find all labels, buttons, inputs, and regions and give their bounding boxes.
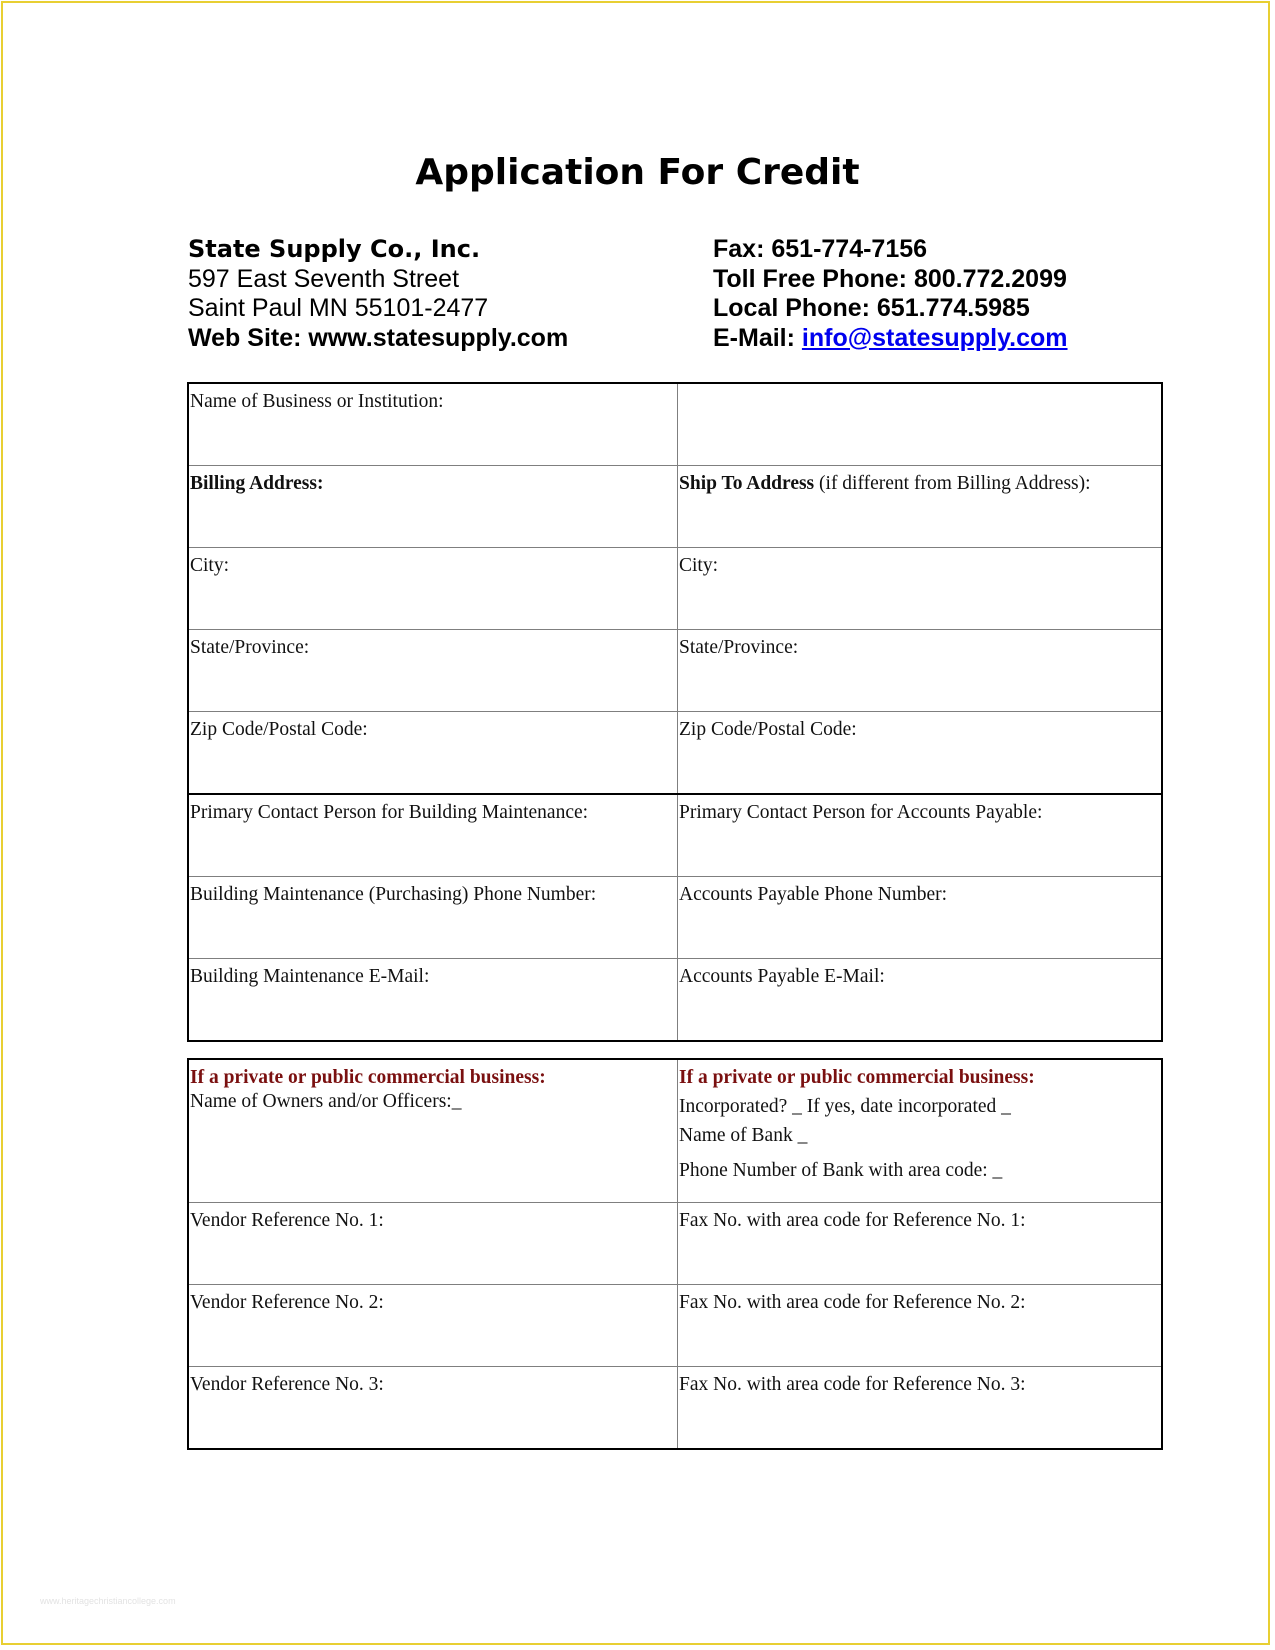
email-link[interactable]: info@statesupply.com — [801, 323, 1068, 352]
billing-state-label: State/Province: — [190, 637, 310, 658]
fax-ref-2-field[interactable] — [678, 1285, 1163, 1367]
billing-city-label: City: — [190, 555, 230, 576]
tollfree-label: Toll Free Phone: — [713, 264, 914, 293]
table-row — [188, 1367, 1162, 1450]
website-text: www.statesupply.com — [308, 323, 569, 352]
maintenance-contact-label: Primary Contact Person for Building Maintenance: — [190, 802, 589, 823]
business-info-table — [187, 382, 1163, 1042]
email-label: E-Mail: — [713, 323, 802, 352]
table-row — [188, 383, 1162, 466]
local-phone-line — [713, 294, 1068, 324]
table-row — [188, 630, 1162, 712]
table-row — [188, 959, 1162, 1042]
owners-label: Name of Owners and/or Officers:_ — [190, 1091, 462, 1112]
billing-address-label: Billing Address: — [190, 473, 324, 494]
ap-email-field[interactable] — [678, 959, 1163, 1042]
billing-zip-field[interactable] — [188, 712, 678, 795]
ship-to-address-note: (if different from Billing Address): — [814, 473, 1091, 494]
local-phone-label: Local Phone: — [713, 294, 877, 322]
company-block — [188, 235, 568, 353]
fax-ref-2-label: Fax No. with area code for Reference No. 2: — [679, 1292, 1026, 1313]
fax-ref-1-label: Fax No. with area code for Reference No. 1: — [679, 1210, 1026, 1231]
bank-name-label: Name of Bank _ — [679, 1125, 808, 1146]
business-name-value-field[interactable] — [678, 383, 1163, 466]
maintenance-contact-field[interactable] — [188, 794, 678, 877]
ship-zip-label: Zip Code/Postal Code: — [679, 719, 857, 740]
fax-line — [713, 235, 1068, 265]
business-name-field[interactable] — [188, 383, 678, 466]
contact-block — [713, 235, 1068, 353]
ship-to-address-field[interactable] — [678, 466, 1163, 548]
vendor-ref-2-label: Vendor Reference No. 2: — [190, 1292, 384, 1313]
email-line — [713, 324, 1068, 354]
ship-city-label: City: — [679, 555, 719, 576]
vendor-ref-1-field[interactable] — [188, 1203, 678, 1285]
table-row — [188, 877, 1162, 959]
ap-contact-label: Primary Contact Person for Accounts Payable: — [679, 802, 1043, 823]
tollfree-line — [713, 265, 1068, 295]
tollfree-number: 800.772.2099 — [913, 264, 1067, 293]
vendor-ref-3-field[interactable] — [188, 1367, 678, 1450]
company-website-line — [188, 324, 568, 354]
billing-address-field[interactable] — [188, 466, 678, 548]
watermark: www.heritagechristiancollege.com — [40, 1596, 176, 1606]
references-table — [187, 1058, 1163, 1450]
section-heading-right: If a private or public commercial business: — [679, 1067, 1035, 1088]
maintenance-email-field[interactable] — [188, 959, 678, 1042]
ship-state-label: State/Province: — [679, 637, 799, 658]
incorporated-label: Incorporated? _ If yes, date incorporated _ — [679, 1096, 1011, 1117]
table-row — [188, 1059, 1162, 1203]
billing-city-field[interactable] — [188, 548, 678, 630]
ap-email-label: Accounts Payable E-Mail: — [679, 966, 885, 987]
table-row — [188, 1203, 1162, 1285]
maintenance-phone-label: Building Maintenance (Purchasing) Phone Number: — [190, 884, 597, 905]
ship-city-field[interactable] — [678, 548, 1163, 630]
ship-state-field[interactable] — [678, 630, 1163, 712]
owners-field[interactable] — [188, 1059, 678, 1203]
fax-number: 651-774-7156 — [771, 235, 928, 263]
ap-phone-label: Accounts Payable Phone Number: — [679, 884, 948, 905]
fax-ref-3-field[interactable] — [678, 1367, 1163, 1450]
company-city-line: Saint Paul MN 55101-2477 — [188, 294, 489, 322]
vendor-ref-1-label: Vendor Reference No. 1: — [190, 1210, 384, 1231]
vendor-ref-3-label: Vendor Reference No. 3: — [190, 1374, 384, 1395]
page-title: Application For Credit — [415, 152, 860, 193]
table-row — [188, 1285, 1162, 1367]
website-label: Web Site: — [188, 323, 309, 352]
ship-to-address-label: Ship To Address — [679, 473, 815, 494]
section-heading-left: If a private or public commercial business: — [190, 1067, 546, 1088]
fax-ref-1-field[interactable] — [678, 1203, 1163, 1285]
business-name-label: Name of Business or Institution: — [190, 391, 444, 412]
fax-label: Fax: — [713, 235, 772, 263]
ship-zip-field[interactable] — [678, 712, 1163, 795]
fax-ref-3-label: Fax No. with area code for Reference No. 3: — [679, 1374, 1026, 1395]
company-street: 597 East Seventh Street — [188, 264, 460, 293]
billing-state-field[interactable] — [188, 630, 678, 712]
maintenance-phone-field[interactable] — [188, 877, 678, 959]
bank-phone-label: Phone Number of Bank with area code: _ — [679, 1160, 1003, 1181]
billing-zip-label: Zip Code/Postal Code: — [190, 719, 368, 740]
table-row — [188, 466, 1162, 548]
local-phone-number: 651.774.5985 — [876, 294, 1030, 322]
table-row — [188, 712, 1162, 795]
ap-phone-field[interactable] — [678, 877, 1163, 959]
ap-contact-field[interactable] — [678, 794, 1163, 877]
table-row — [188, 794, 1162, 877]
vendor-ref-2-field[interactable] — [188, 1285, 678, 1367]
table-row — [188, 548, 1162, 630]
company-name: State Supply Co., Inc. — [188, 235, 481, 263]
incorporation-field[interactable] — [678, 1059, 1163, 1203]
maintenance-email-label: Building Maintenance E-Mail: — [190, 966, 430, 987]
